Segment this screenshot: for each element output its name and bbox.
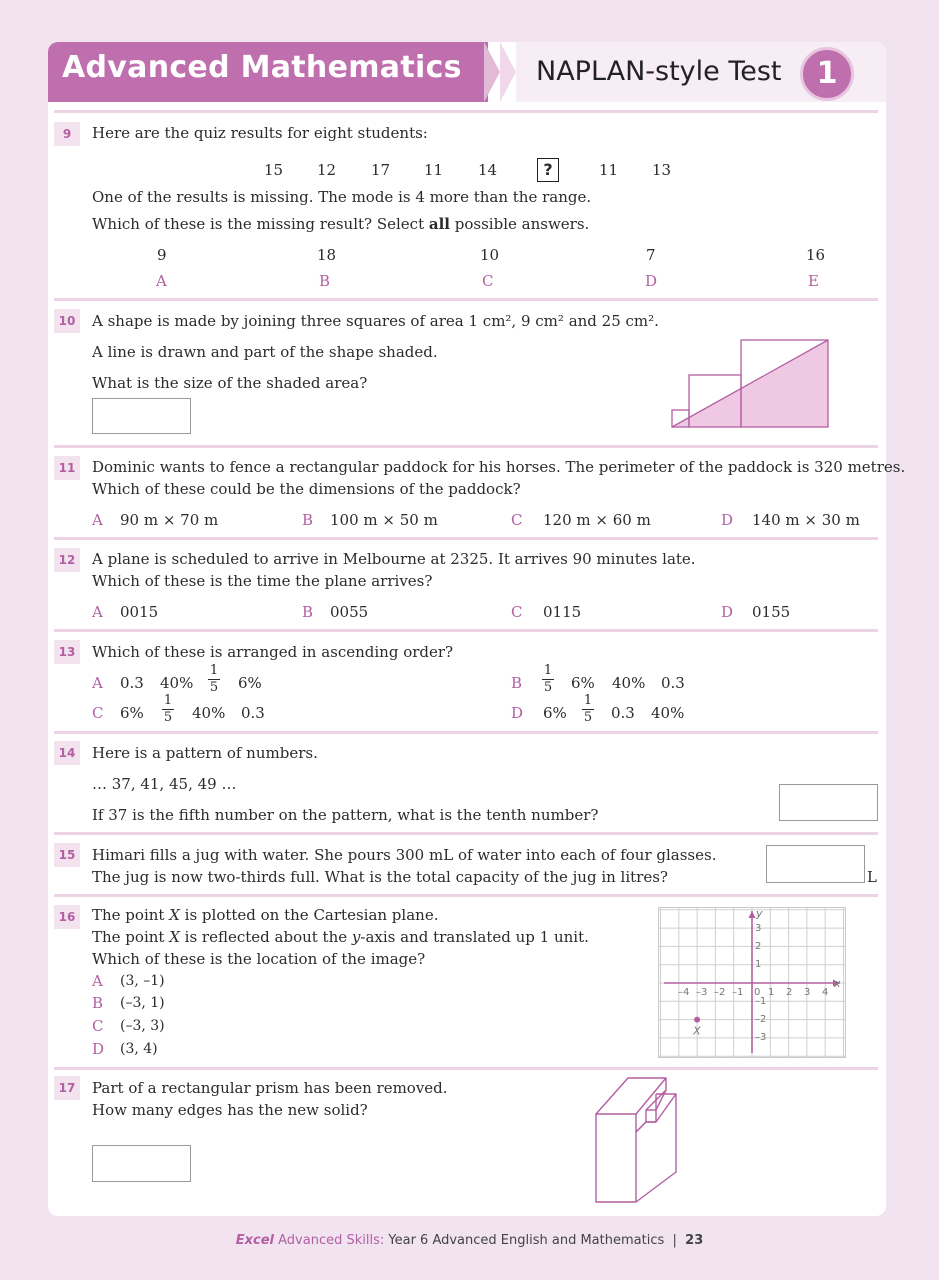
q11-option-a[interactable]: A <box>92 511 103 529</box>
q14-line1: Here is a pattern of numbers. <box>92 744 318 762</box>
q11-line1: Dominic wants to fence a rectangular paddock for his horses. The perimeter of the paddock is 320 metres. <box>92 458 906 476</box>
q15-line1: Himari fills a jug with water. She pours 300 mL of water into each of four glasses. <box>92 846 717 864</box>
q13-c-part1: 6% <box>120 704 144 722</box>
x-tick-neg1: –1 <box>732 987 744 998</box>
q16-option-b-text: (–3, 1) <box>120 995 165 1011</box>
q9-intro: Here are the quiz results for eight students: <box>92 124 428 142</box>
q13-b-fraction: 1 5 <box>543 663 553 695</box>
q17-line1: Part of a rectangular prism has been removed. <box>92 1079 448 1097</box>
q9-option-b[interactable]: B <box>319 272 331 290</box>
point-x-label: X <box>693 1024 701 1038</box>
q17-answer-box[interactable] <box>92 1145 191 1182</box>
q12-line1: A plane is scheduled to arrive in Melbourne at 2325. It arrives 90 minutes late. <box>92 550 696 568</box>
y-axis-label: y <box>756 907 763 920</box>
x-tick-3: 3 <box>804 987 811 998</box>
question-number-14: 14 <box>54 741 80 765</box>
divider <box>54 110 878 113</box>
footer-brand: Excel <box>235 1233 274 1248</box>
q9-option-c[interactable]: C <box>482 272 494 290</box>
y-tick-neg2: –2 <box>755 1014 767 1025</box>
x-tick-1: 1 <box>768 987 775 998</box>
q9-option-a[interactable]: A <box>156 272 167 290</box>
q16-option-d[interactable]: D <box>92 1040 105 1058</box>
q11-option-d-text: 140 m × 30 m <box>752 511 860 529</box>
x-tick-neg3: –3 <box>696 987 708 998</box>
q13-a-part4: 6% <box>238 674 262 692</box>
banner-chevron-2 <box>484 42 500 102</box>
question-number-11: 11 <box>54 456 80 480</box>
q13-b-part4: 0.3 <box>661 674 685 692</box>
q12-option-c-text: 0115 <box>543 603 582 621</box>
y-tick-neg1: –1 <box>755 996 767 1007</box>
page-number: 23 <box>685 1233 704 1248</box>
missing-value-box: ? <box>537 158 559 182</box>
q13-option-b[interactable]: B <box>511 674 523 692</box>
q9-value-8: 13 <box>652 161 672 179</box>
prism-diagram <box>592 1074 680 1206</box>
q13-option-a[interactable]: A <box>92 674 103 692</box>
q12-option-a-text: 0015 <box>120 603 159 621</box>
q16-option-d-text: (3, 4) <box>120 1041 158 1057</box>
question-number-15: 15 <box>54 843 80 867</box>
question-number-12: 12 <box>54 548 80 572</box>
divider <box>54 629 878 632</box>
page-title: Advanced Mathematics <box>62 50 462 85</box>
q11-option-c[interactable]: C <box>511 511 523 529</box>
divider <box>54 537 878 540</box>
q11-line2: Which of these could be the dimensions of the paddock? <box>92 480 521 498</box>
point-x-marker <box>694 1017 700 1023</box>
divider <box>54 1067 878 1070</box>
question-number-13: 13 <box>54 640 80 664</box>
squares-diagram <box>668 336 836 432</box>
test-label: NAPLAN-style Test <box>536 56 782 87</box>
q13-d-part3: 0.3 <box>611 704 635 722</box>
q13-c-fraction: 1 5 <box>163 693 173 725</box>
q9-value-2: 12 <box>317 161 337 179</box>
q13-c-part4: 0.3 <box>241 704 265 722</box>
divider <box>54 298 878 301</box>
q9-option-d[interactable]: D <box>645 272 658 290</box>
q10-line2: A line is drawn and part of the shape shaded. <box>92 343 438 361</box>
q16-option-a[interactable]: A <box>92 972 103 990</box>
q13-d-part4: 40% <box>651 704 685 722</box>
q10-line3: What is the size of the shaded area? <box>92 374 368 392</box>
q9-option-c-value: 10 <box>480 246 500 264</box>
q14-answer-box[interactable] <box>779 784 878 821</box>
y-tick-neg3: –3 <box>755 1032 767 1043</box>
q16-line2: The point X is reflected about the y-axis and translated up 1 unit. <box>92 928 589 946</box>
q9-option-e-value: 16 <box>806 246 826 264</box>
q9-line3: Which of these is the missing result? Select all possible answers. <box>92 215 590 233</box>
q14-pattern: … 37, 41, 45, 49 … <box>92 775 237 793</box>
footer-title: Year 6 Advanced English and Mathematics <box>388 1233 665 1248</box>
q10-answer-box[interactable] <box>92 398 191 434</box>
q9-value-4: 11 <box>424 161 444 179</box>
x-tick-neg2: –2 <box>714 987 726 998</box>
q9-line2: One of the results is missing. The mode is 4 more than the range. <box>92 188 592 206</box>
question-number-9: 9 <box>54 122 80 146</box>
q15-answer-box[interactable] <box>766 845 865 883</box>
x-tick-4: 4 <box>822 987 829 998</box>
q13-c-part3: 40% <box>192 704 226 722</box>
q17-line2: How many edges has the new solid? <box>92 1101 368 1119</box>
q10-line1: A shape is made by joining three squares of area 1 cm², 9 cm² and 25 cm². <box>92 312 659 330</box>
q12-option-d[interactable]: D <box>721 603 734 621</box>
x-axis-label: x <box>834 977 841 990</box>
question-number-16: 16 <box>54 905 80 929</box>
q13-a-fraction: 1 5 <box>209 663 219 695</box>
y-tick-1: 1 <box>755 959 762 970</box>
banner-chevron-3 <box>500 42 516 102</box>
q15-line2: The jug is now two-thirds full. What is the total capacity of the jug in litres? <box>92 868 668 886</box>
q13-d-part1: 6% <box>543 704 567 722</box>
q11-option-a-text: 90 m × 70 m <box>120 511 219 529</box>
q9-option-b-value: 18 <box>317 246 337 264</box>
y-tick-3: 3 <box>755 923 762 934</box>
q13-a-part2: 40% <box>160 674 194 692</box>
question-number-10: 10 <box>54 309 80 333</box>
q12-option-c[interactable]: C <box>511 603 523 621</box>
q16-option-c-text: (–3, 3) <box>120 1018 165 1034</box>
q13-line1: Which of these is arranged in ascending order? <box>92 643 454 661</box>
q9-value-3: 17 <box>371 161 391 179</box>
q12-option-d-text: 0155 <box>752 603 791 621</box>
q13-b-part3: 40% <box>612 674 646 692</box>
q9-option-d-value: 7 <box>646 246 656 264</box>
q9-value-7: 11 <box>599 161 619 179</box>
q14-line3: If 37 is the fifth number on the pattern, what is the tenth number? <box>92 806 599 824</box>
cartesian-plane <box>658 907 846 1058</box>
x-tick-2: 2 <box>786 987 793 998</box>
q12-option-b[interactable]: B <box>302 603 314 621</box>
divider <box>54 894 878 897</box>
q16-option-a-text: (3, –1) <box>120 973 165 989</box>
q16-option-c[interactable]: C <box>92 1017 104 1035</box>
q13-option-d[interactable]: D <box>511 704 524 722</box>
test-number-badge: 1 <box>800 47 854 101</box>
q13-d-fraction: 1 5 <box>583 693 593 725</box>
q11-option-b-text: 100 m × 50 m <box>330 511 438 529</box>
q9-option-a-value: 9 <box>157 246 167 264</box>
q12-option-b-text: 0055 <box>330 603 369 621</box>
q13-a-part1: 0.3 <box>120 674 144 692</box>
q12-line2: Which of these is the time the plane arrives? <box>92 572 433 590</box>
q12-option-a[interactable]: A <box>92 603 103 621</box>
q16-line3: Which of these is the location of the image? <box>92 950 426 968</box>
footer-series: Advanced Skills: <box>278 1233 385 1248</box>
q13-b-part2: 6% <box>571 674 595 692</box>
y-tick-2: 2 <box>755 941 762 952</box>
footer-separator: | <box>672 1233 677 1248</box>
q16-line1: The point X is plotted on the Cartesian plane. <box>92 906 439 924</box>
q11-option-d[interactable]: D <box>721 511 734 529</box>
q9-option-e[interactable]: E <box>808 272 819 290</box>
q11-option-b[interactable]: B <box>302 511 314 529</box>
x-tick-0: 0 <box>754 987 761 998</box>
page-footer <box>0 1233 939 1248</box>
q13-option-c[interactable]: C <box>92 704 104 722</box>
divider <box>54 832 878 835</box>
divider <box>54 445 878 448</box>
question-number-17: 17 <box>54 1076 80 1100</box>
q16-option-b[interactable]: B <box>92 994 104 1012</box>
divider <box>54 731 878 734</box>
q11-option-c-text: 120 m × 60 m <box>543 511 651 529</box>
q9-value-5: 14 <box>478 161 498 179</box>
q15-unit: L <box>867 868 877 886</box>
q9-value-1: 15 <box>264 161 284 179</box>
x-tick-neg4: –4 <box>678 987 690 998</box>
